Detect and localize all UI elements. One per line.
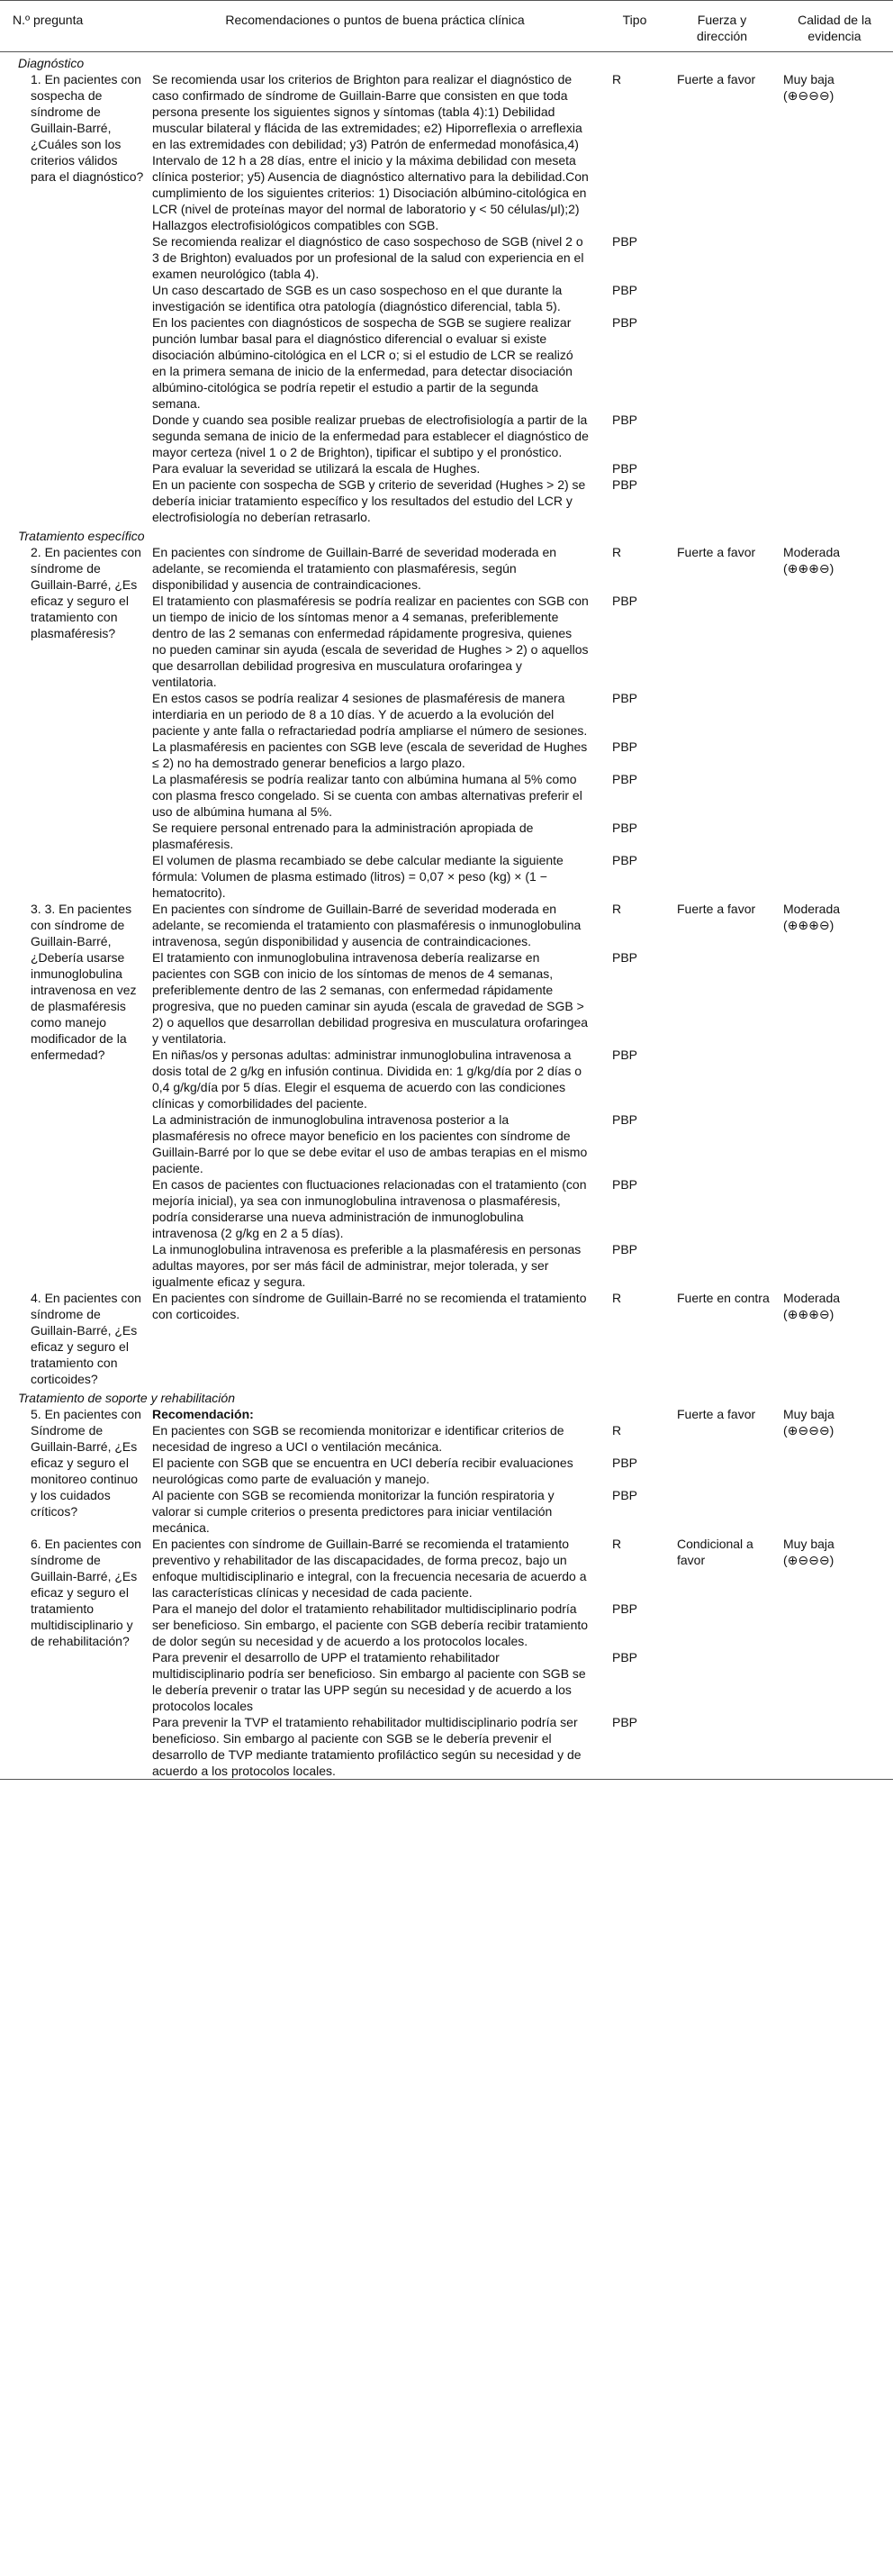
recommendation-text: La inmunoglobulina intravenosa es preferible a la plasmaféresis en personas adultas mayores, por ser más fácil de administrar, mejor tolerada, y ser igualmente eficaz y segura. [152,1242,582,1289]
recommendation-text: Para prevenir la TVP el tratamiento rehabilitador multidisciplinario podría ser beneficioso. Sin embargo al paciente con SGB se le debería prevenir el desarrollo de TVP mediante tratamiento profiláctico según su necesidad y de acuerdo a los protocolos locales. [152,1715,582,1778]
type-cell: PBP [612,1242,638,1256]
type-cell: PBP [612,594,638,608]
type-cell: PBP [612,1650,638,1664]
type-cell: PBP [612,315,638,330]
section-row [0,52,893,72]
recommendation-text: La administración de inmunoglobulina intravenosa posterior a la plasmaféresis no ofrece mayor beneficio en los pacientes con síndrome de Guillain-Barré por lo que se debe evitar el uso de ambas terapias en el mismo paciente. [152,1112,588,1175]
type-cell: R [612,1423,622,1438]
quality-cell: Moderada (⊕⊕⊕⊖) [783,902,841,932]
type-cell: PBP [612,1048,638,1062]
recommendation-text: Se recomienda usar los criterios de Brighton para realizar el diagnóstico de caso confirmado de síndrome de Guillain-Barre que consisten en que toda persona presente los siguientes signos y síntomas (tabla 4):1) Debilidad muscular bilateral y flácida de las extremidades; e2) Hiporreflexia o arreflexia en las extremidades con debilidad; y3) Patrón de enfermedad monofásica,4) Intervalo de 12 h a 28 días, entre el inicio y la máxima debilidad con meseta clínica posterior; y5) Ausencia de diagnóstico alternativo para la debilidad.Con cumplimiento de los siguientes criterios: 1) Disociación albúmino-citológica en LCR (nivel de proteínas mayor del normal de laboratorio y < 50 células/μl);2) Hallazgos electrofisiológicos compatibles con SGB. [152,72,589,232]
type-cell: PBP [612,739,638,754]
section-title: Tratamiento específico [18,529,145,543]
type-cell: R [612,72,622,86]
type-cell: PBP [612,1112,638,1127]
table-row [0,544,893,593]
type-cell: PBP [612,283,638,297]
question-text: 4. En pacientes con síndrome de Guillain-Barré, ¿Es eficaz y seguro el tratamiento con corticoides? [31,1291,141,1386]
question-cell [0,1406,149,1536]
recommendation-text: Se requiere personal entrenado para la administración apropiada de plasmaféresis. [152,821,534,851]
recommendation-text: El volumen de plasma recambiado se debe calcular mediante la siguiente fórmula: Volumen de plasma estimado (litros) = 0,07 × peso (kg) × (1 − hematocrito). [152,853,564,900]
type-cell: PBP [612,1177,638,1192]
header-recommendation: Recomendaciones o puntos de buena práctica clínica [225,13,525,27]
recommendation-text: Se recomienda realizar el diagnóstico de caso sospechoso de SGB (nivel 2 o 3 de Brighton) evaluados por un profesional de la salud con experiencia en el examen neurológico (tabla 4). [152,234,584,281]
type-cell: R [612,545,622,559]
question-text: 6. En pacientes con síndrome de Guillain-Barré, ¿Es eficaz y seguro el tratamiento multidisciplinario y de rehabilitación? [31,1537,141,1648]
section-row [0,525,893,544]
strength-cell: Fuerte a favor [677,902,756,916]
type-cell: PBP [612,772,638,786]
recommendation-text: El paciente con SGB que se encuentra en UCI debería recibir evaluaciones neurológicas como parte de evaluación y manejo. [152,1456,573,1486]
recommendation-text: En pacientes con síndrome de Guillain-Barré de severidad moderada en adelante, se recomienda el tratamiento con plasmaféresis, según disponibilidad y ausencia de contraindicaciones. [152,545,557,592]
question-text: 1. En pacientes con sospecha de síndrome de Guillain-Barré, ¿Cuáles son los criterios válidos para el diagnóstico? [31,72,144,184]
table-row [0,1406,893,1422]
recommendation-text: En pacientes con síndrome de Guillain-Barré no se recomienda el tratamiento con corticoides. [152,1291,587,1321]
type-cell: PBP [612,853,638,867]
recommendation-text: Un caso descartado de SGB es un caso sospechoso en el que durante la investigación se identifica otra patología (diagnóstico diferencial, tabla 5). [152,283,563,313]
recommendation-text: En pacientes con síndrome de Guillain-Barré de severidad moderada en adelante, se recomienda el tratamiento con plasmaféresis o inmunoglobulina intravenosa, según disponibilidad y ausencia de contraindicaciones. [152,902,582,948]
header-row [0,1,893,52]
header-question: N.º pregunta [13,13,84,27]
type-cell: R [612,902,622,916]
question-cell [0,1290,149,1387]
header-type: Tipo [622,13,647,27]
header-strength: Fuerza y dirección [696,13,748,43]
strength-cell: Fuerte a favor [677,72,756,86]
recommendation-text: El tratamiento con inmunoglobulina intravenosa debería realizarse en pacientes con SGB con inicio de los síntomas de menos de 4 semanas, preferiblemente dentro de las 2 semanas, con enfermedad rápidamente progresiva, que no pueden caminar sin ayuda (escala de gravedad de SGB > 2) o aquellos que desarrollan debilidad progresiva en musculatura orofaringea y ventilatoria. [152,950,589,1046]
type-cell [601,1406,668,1422]
recommendation-text: Para el manejo del dolor el tratamiento rehabilitador multidisciplinario podría ser beneficioso. Sin embargo, el paciente con SGB debería recibir tratamiento de dolor según su necesidad y de acuerdo a los protocolos locales. [152,1601,589,1648]
section-title: Diagnóstico [18,56,85,70]
table-body [0,52,893,1780]
type-cell: PBP [612,461,638,476]
quality-cell: Muy baja (⊕⊖⊖⊖) [783,72,834,103]
recommendation-text: Donde y cuando sea posible realizar pruebas de electrofisiología a partir de la segunda semana de inicio de la enfermedad para establecer el diagnóstico de mayor certeza (nivel 1 o 2 de Brighton), tipificar el subtipo y el pronóstico. [152,413,589,459]
recommendation-text: En un paciente con sospecha de SGB y criterio de severidad (Hughes > 2) se debería iniciar tratamiento específico y los resultados del estudio del LCR y electrofisiología no deberían retrasarlo. [152,477,586,524]
table-row [0,901,893,949]
question-text: 3. 3. En pacientes con síndrome de Guillain-Barré, ¿Debería usarse inmunoglobulina intravenosa en vez de plasmaféresis como manejo modificador de la enfermedad? [31,902,137,1062]
recommendation-text: Para prevenir el desarrollo de UPP el tratamiento rehabilitador multidisciplinario podría ser beneficioso. Sin embargo al paciente con SGB se le debería prevenir o tratar las UPP según su necesidad y de acuerdo a los protocolos locales [152,1650,586,1713]
type-cell: PBP [612,1601,638,1616]
section-title: Tratamiento de soporte y rehabilitación [18,1391,235,1405]
header-quality: Calidad de la evidencia [798,13,871,43]
quality-cell: Moderada (⊕⊕⊕⊖) [783,1291,841,1321]
question-text: 5. En pacientes con Síndrome de Guillain-Barré, ¿Es eficaz y seguro el monitoreo continuo y los cuidados críticos? [31,1407,141,1519]
table-row [0,1290,893,1387]
table-row [0,1536,893,1601]
question-cell [0,1536,149,1780]
recommendation-heading-cell [149,1406,601,1422]
type-cell: PBP [612,821,638,835]
question-cell [0,544,149,901]
type-cell: PBP [612,1715,638,1729]
recommendation-heading: Recomendación: [152,1407,254,1421]
type-cell: R [612,1291,622,1305]
strength-cell: Fuerte a favor [677,1407,756,1421]
quality-cell: Moderada (⊕⊕⊕⊖) [783,545,841,576]
section-row [0,1387,893,1406]
recommendation-text: La plasmaféresis en pacientes con SGB leve (escala de severidad de Hughes ≤ 2) no ha demostrado generar beneficios a largo plazo. [152,739,588,770]
recommendation-text: El tratamiento con plasmaféresis se podría realizar en pacientes con SGB con un tiempo de inicio de los síntomas menor a 4 semanas, preferiblemente dentro de las 2 semanas con enfermedad rápidamente progresiva, quienes no pueden caminar sin ayuda (escala de severidad de Hughes > 2) o aquellos que desarrollan debilidad progresiva en musculatura orofaringea y ventilatoria. [152,594,589,689]
type-cell: PBP [612,234,638,249]
recommendation-text: En los pacientes con diagnósticos de sospecha de SGB se sugiere realizar punción lumbar basal para el diagnóstico diferencial o evaluar si existe disociación albúmino-citológica en el LCR o; si el estudio de LCR se realizó en la primera semana de inicio de la enfermedad, para detectar disociación albúmino-citológica se podría repetir el estudio a partir de la segunda semana. [152,315,573,411]
recommendation-text: En niñas/os y personas adultas: administrar inmunoglobulina intravenosa a dosis total de 2 g/kg en infusión continua. Dividida en: 1 g/kg/día por 2 días o 0,4 g/kg/día por 5 días. Elegir el esquema de acuerdo con las condiciones clínicas y comorbilidades del paciente. [152,1048,582,1111]
table-row [0,71,893,233]
recommendation-text: En casos de pacientes con fluctuaciones relacionadas con el tratamiento (con mejoría inicial), ya sea con inmunoglobulina intravenosa o plasmaféresis, podría considerarse una nueva administración de inmunoglobulina intravenosa (2 g/kg en 2 a 5 días). [152,1177,587,1240]
type-cell: PBP [612,1456,638,1470]
type-cell: PBP [612,950,638,965]
type-cell: PBP [612,477,638,492]
type-cell: PBP [612,413,638,427]
type-cell: PBP [612,691,638,705]
recommendation-text: Al paciente con SGB se recomienda monitorizar la función respiratoria y valorar si cumple criterios o presenta predictores para iniciar ventilación mecánica. [152,1488,555,1535]
type-cell: R [612,1537,622,1551]
question-cell [0,901,149,1290]
question-cell [0,71,149,525]
quality-cell: Muy baja (⊕⊖⊖⊖) [783,1537,834,1567]
recommendation-text: En pacientes con síndrome de Guillain-Barré se recomienda el tratamiento preventivo y rehabilitador de las discapacidades, de forma precoz, bajo un enfoque multidisciplinario e integral, con la frecuencia necesaria de acuerdo a las características clínicas y necesidad de cada paciente. [152,1537,587,1600]
recommendation-text: La plasmaféresis se podría realizar tanto con albúmina humana al 5% como con plasma fresco congelado. Si se cuenta con ambas alternativas preferir el uso de albúmina humana al 5%. [152,772,582,819]
strength-cell: Fuerte a favor [677,545,756,559]
strength-cell: Condicional a favor [677,1537,753,1567]
recommendation-text: En pacientes con SGB se recomienda monitorizar e identificar criterios de necesidad de ingreso a UCI o ventilación mecánica. [152,1423,564,1454]
type-cell: PBP [612,1488,638,1502]
strength-cell: Fuerte en contra [677,1291,770,1305]
recommendation-text: En estos casos se podría realizar 4 sesiones de plasmaféresis de manera interdiaria en un periodo de 8 a 10 días. Y de acuerdo a la evolución del paciente y ante falla o refractariedad podría ampliarse el número de sesiones. [152,691,588,738]
recommendation-text: Para evaluar la severidad se utilizará la escala de Hughes. [152,461,481,476]
quality-cell: Muy baja (⊕⊖⊖⊖) [783,1407,834,1438]
question-text: 2. En pacientes con síndrome de Guillain-Barré, ¿Es eficaz y seguro el tratamiento con plasmaféresis? [31,545,141,640]
